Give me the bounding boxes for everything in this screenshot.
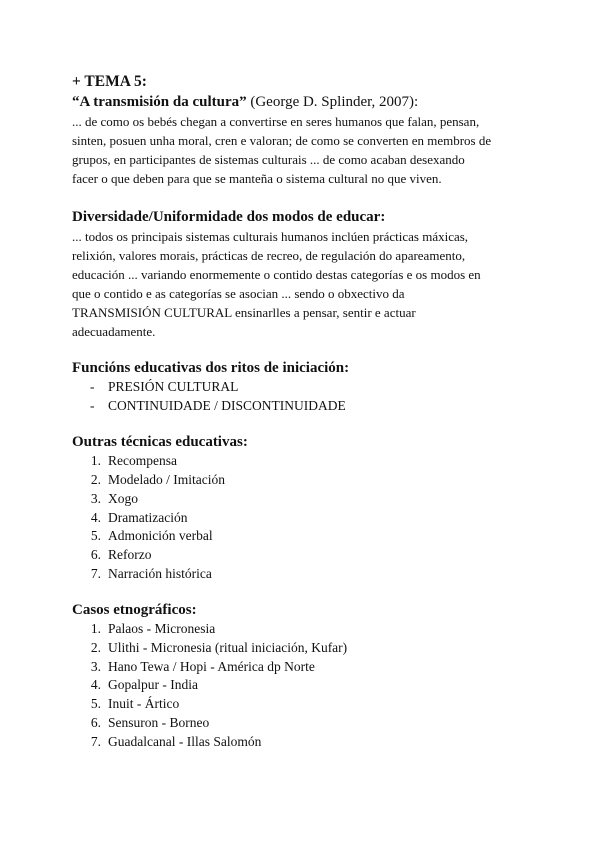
cases-heading: Casos etnográficos: <box>72 602 197 619</box>
list-item <box>72 378 542 397</box>
techniques-list <box>72 452 542 583</box>
list-number: 7. <box>90 565 101 581</box>
techniques-heading: Outras técnicas educativas: <box>72 434 248 451</box>
document-page <box>72 72 542 751</box>
list-item-text: Modelado / Imitación <box>108 472 225 488</box>
list-item-text: Dramatización <box>108 509 188 525</box>
functions-heading: Funcións educativas dos ritos de iniciación: <box>72 360 350 376</box>
list-item-text: Gopalpur - India <box>108 677 198 693</box>
list-item <box>72 490 542 509</box>
list-number: 5. <box>90 528 101 544</box>
list-item-text: Admonición verbal <box>108 528 213 544</box>
list-item <box>72 565 542 584</box>
list-number: 3. <box>90 658 101 674</box>
list-item <box>72 658 542 677</box>
document-title: + TEMA 5: <box>72 73 147 90</box>
list-item-text: Guadalcanal - Illas Salomón <box>108 733 262 749</box>
list-number: 4. <box>90 509 101 525</box>
list-number: 6. <box>90 714 101 730</box>
list-number: 3. <box>90 490 101 506</box>
list-item <box>72 471 542 490</box>
functions-list <box>72 378 542 415</box>
list-item-text: Ulithi - Micronesia (ritual iniciación, Kufar) <box>108 640 348 656</box>
list-item-text: CONTINUIDADE / DISCONTINUIDADE <box>108 397 346 413</box>
diversity-paragraph <box>72 227 542 341</box>
intro-line: sinten, posuen unha moral, cren e valoran; de como se converten en membros de <box>72 133 492 148</box>
intro-line: ... de como os bebés chegan a convertirse en seres humanos que falan, pensan, <box>72 114 480 129</box>
dash-marker: - <box>90 397 95 413</box>
list-item-text: Inuit - Ártico <box>108 696 180 712</box>
list-item <box>72 695 542 714</box>
intro-line: facer o que deben para que se manteña o sistema cultural no que viven. <box>72 171 442 186</box>
diversity-line: adecuadamente. <box>72 324 156 339</box>
list-item-text: Hano Tewa / Hopi - América dp Norte <box>108 658 315 674</box>
diversity-line: relixión, valores morais, prácticas de recreo, de regulación do apareamento, <box>72 248 466 263</box>
list-item <box>72 620 542 639</box>
list-number: 6. <box>90 546 101 562</box>
list-item <box>72 509 542 528</box>
cases-list <box>72 620 542 751</box>
list-item-text: Narración histórica <box>108 565 212 581</box>
list-item <box>72 546 542 565</box>
list-number: 1. <box>90 453 101 469</box>
list-number: 4. <box>90 677 101 693</box>
list-item-text: Reforzo <box>108 546 152 562</box>
list-item <box>72 452 542 471</box>
list-item-text: Recompensa <box>108 453 177 469</box>
diversity-heading: Diversidade/Uniformidade dos modos de educar: <box>72 209 386 225</box>
list-item-text: Sensuron - Borneo <box>108 714 210 730</box>
list-item <box>72 397 542 416</box>
quote-author: (George D. Splinder, 2007): <box>246 94 419 110</box>
list-number: 1. <box>90 621 101 637</box>
list-number: 7. <box>90 733 101 749</box>
list-number: 5. <box>90 696 101 712</box>
list-item-text: Xogo <box>108 490 138 506</box>
list-item <box>72 676 542 695</box>
diversity-line: que o contido e as categorías se asocian ... sendo o obxectivo da <box>72 286 405 301</box>
list-item-text: PRESIÓN CULTURAL <box>108 379 239 394</box>
dash-marker: - <box>90 379 95 394</box>
diversity-line: educación ... variando enormemente o contido destas categorías e os modos en <box>72 267 481 282</box>
list-item <box>72 639 542 658</box>
list-number: 2. <box>90 472 101 488</box>
list-number: 2. <box>90 640 101 656</box>
intro-paragraph <box>72 112 542 188</box>
diversity-line: TRANSMISIÓN CULTURAL ensinarlles a pensar, sentir e actuar <box>72 305 416 320</box>
list-item <box>72 527 542 546</box>
list-item <box>72 714 542 733</box>
diversity-line: ... todos os principais sistemas culturais humanos inclúen prácticas máxicas, <box>72 229 469 244</box>
quote-title: “A transmisión da cultura” <box>72 94 247 110</box>
list-item-text: Palaos - Micronesia <box>108 621 216 637</box>
document-subtitle <box>72 92 542 112</box>
intro-line: grupos, en participantes de sistemas culturais ... de como acaban desexando <box>72 152 465 167</box>
list-item <box>72 733 542 752</box>
